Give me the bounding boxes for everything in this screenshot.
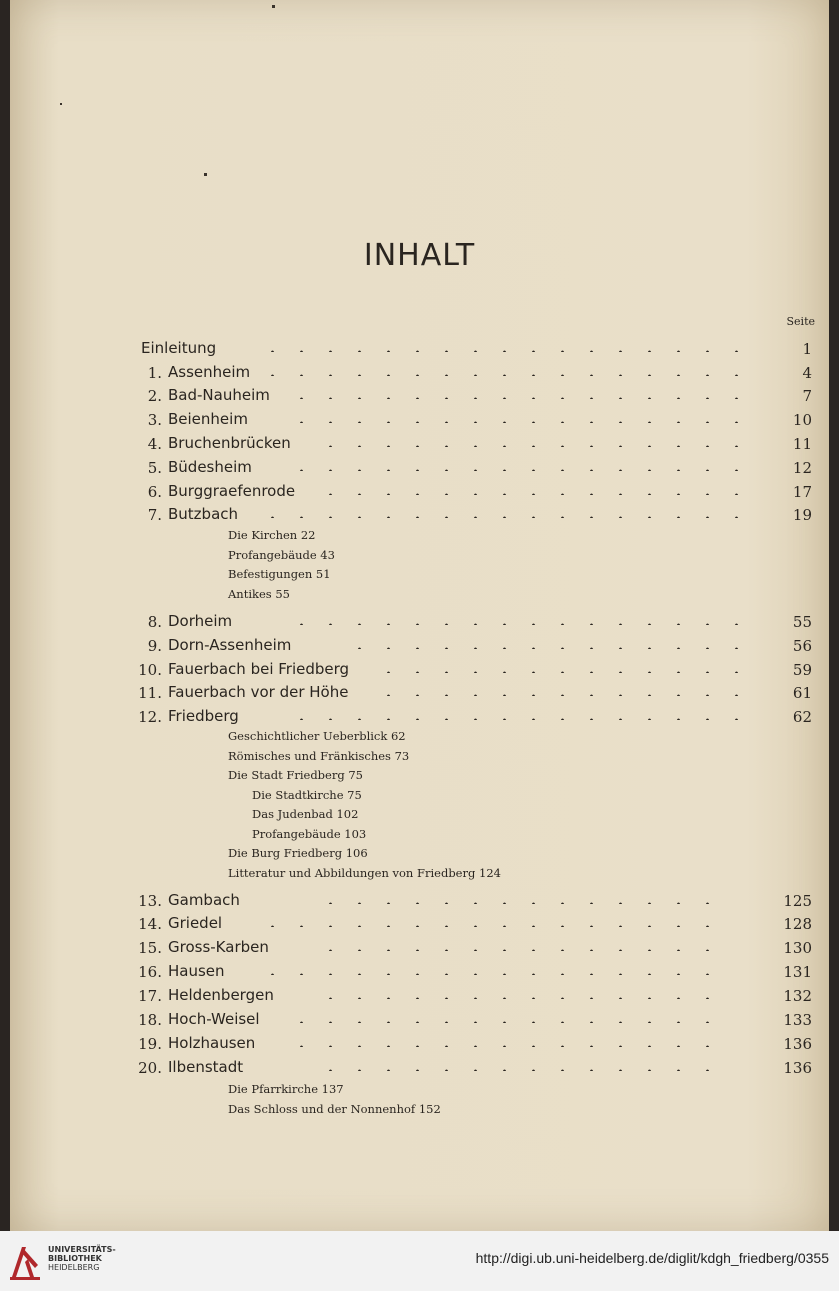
entry-number: 2.	[147, 387, 162, 405]
entry-page: 62	[792, 708, 812, 726]
toc-entry	[0, 456, 839, 478]
dot-leader	[258, 508, 748, 518]
toc-entry	[0, 705, 839, 727]
toc-entry	[0, 337, 839, 359]
entry-name: Gross-Karben	[168, 938, 269, 956]
entry-number: 7.	[147, 506, 162, 524]
toc-entry	[0, 912, 839, 934]
entry-page: 12	[792, 459, 812, 477]
entry-name: Friedberg	[168, 707, 239, 725]
entry-page: 125	[783, 892, 812, 910]
dot-leader	[258, 917, 726, 927]
dot-leader	[345, 639, 748, 649]
entry-page: 133	[783, 1011, 812, 1029]
dot-leader	[287, 1037, 726, 1047]
entry-number: 16.	[138, 963, 162, 981]
entry-page: 1	[802, 340, 812, 358]
entry-number: 20.	[138, 1059, 162, 1077]
entry-number: 3.	[147, 411, 162, 429]
toc-entry	[0, 432, 839, 454]
entry-name: Fauerbach bei Friedberg	[168, 660, 350, 678]
dot-leader	[287, 413, 748, 423]
toc-entry	[0, 984, 839, 1006]
dot-leader	[258, 965, 726, 975]
toc-entry	[0, 1008, 839, 1030]
source-url-link[interactable]: http://digi.ub.uni-heidelberg.de/diglit/kdgh_friedberg/0355	[475, 1250, 829, 1266]
entry-number: 1.	[147, 364, 162, 382]
entry-page: 136	[783, 1035, 812, 1053]
entry-page: 19	[792, 506, 812, 524]
entry-page: 61	[792, 684, 812, 702]
toc-entry	[0, 1032, 839, 1054]
entry-page: 7	[802, 387, 812, 405]
dot-leader	[374, 663, 748, 673]
dot-leader	[316, 1061, 726, 1071]
toc-subentry: Profangebäude 43	[228, 548, 335, 562]
entry-name: Burggraefenrode	[168, 482, 296, 500]
toc-subentry: Geschichtlicher Ueberblick 62	[228, 729, 406, 743]
dot-leader	[316, 485, 748, 495]
entry-number: 8.	[147, 613, 162, 631]
entry-page: 56	[792, 637, 812, 655]
dot-leader	[374, 686, 748, 696]
page-title: INHALT	[363, 238, 476, 273]
library-name-line: UNIVERSITÄTS-	[48, 1245, 116, 1254]
entry-number: 14.	[138, 915, 162, 933]
entry-page: 4	[802, 364, 812, 382]
dot-leader	[287, 389, 748, 399]
toc-subentry: Antikes 55	[228, 587, 290, 601]
entry-name: Gambach	[168, 891, 240, 909]
entry-name: Holzhausen	[168, 1034, 256, 1052]
dot-leader	[316, 437, 748, 447]
page-column-header: Seite	[786, 315, 815, 328]
toc-entry	[0, 681, 839, 703]
entry-name: Einleitung	[141, 339, 217, 357]
entry-page: 59	[792, 661, 812, 679]
library-logo-icon	[8, 1241, 42, 1281]
toc-entry	[0, 960, 839, 982]
toc-entry	[0, 361, 839, 383]
entry-page: 55	[792, 613, 812, 631]
entry-number: 5.	[147, 459, 162, 477]
entry-name: Büdesheim	[168, 458, 252, 476]
entry-name: Bad-Nauheim	[168, 386, 270, 404]
toc-subentry: Die Stadtkirche 75	[252, 788, 362, 802]
toc-subentry: Die Kirchen 22	[228, 528, 316, 542]
toc-entry	[0, 503, 839, 525]
dot-leader	[316, 941, 726, 951]
toc-subentry: Befestigungen 51	[228, 567, 331, 581]
dot-leader	[258, 342, 748, 352]
entry-number: 9.	[147, 637, 162, 655]
entry-number: 4.	[147, 435, 162, 453]
toc-entry	[0, 889, 839, 911]
entry-number: 12.	[138, 708, 162, 726]
dot-leader	[287, 1013, 726, 1023]
toc-entry	[0, 634, 839, 656]
entry-name: Beienheim	[168, 410, 248, 428]
entry-name: Butzbach	[168, 505, 239, 523]
entry-number: 11.	[138, 684, 162, 702]
toc-subentry: Profangebäude 103	[252, 827, 367, 841]
entry-number: 6.	[147, 483, 162, 501]
entry-number: 13.	[138, 892, 162, 910]
entry-page: 128	[783, 915, 812, 933]
entry-page: 10	[792, 411, 812, 429]
entry-name: Ilbenstadt	[168, 1058, 244, 1076]
entry-name: Griedel	[168, 914, 223, 932]
toc-entry	[0, 480, 839, 502]
entry-number: 18.	[138, 1011, 162, 1029]
toc-entry	[0, 936, 839, 958]
toc-subentry: Litteratur und Abbildungen von Friedberg 124	[228, 866, 501, 880]
toc-subentry: Das Judenbad 102	[252, 807, 359, 821]
toc-entry	[0, 610, 839, 632]
dot-leader	[287, 461, 748, 471]
entry-number: 15.	[138, 939, 162, 957]
entry-page: 11	[792, 435, 812, 453]
toc-subentry: Die Pfarrkirche 137	[228, 1082, 344, 1096]
toc-subentry: Römisches und Fränkisches 73	[228, 749, 410, 763]
toc-entry	[0, 658, 839, 680]
toc-entry	[0, 384, 839, 406]
dot-leader	[258, 366, 748, 376]
dot-leader	[316, 989, 726, 999]
entry-name: Assenheim	[168, 363, 251, 381]
entry-page: 136	[783, 1059, 812, 1077]
entry-page: 132	[783, 987, 812, 1005]
dot-leader	[316, 894, 726, 904]
entry-page: 17	[792, 483, 812, 501]
entry-number: 19.	[138, 1035, 162, 1053]
entry-name: Dorheim	[168, 612, 233, 630]
library-name	[48, 1245, 116, 1272]
dot-leader	[287, 710, 748, 720]
entry-page: 131	[783, 963, 812, 981]
viewer-footer	[0, 1231, 839, 1291]
entry-name: Bruchenbrücken	[168, 434, 291, 452]
entry-page: 130	[783, 939, 812, 957]
entry-number: 17.	[138, 987, 162, 1005]
toc-subentry: Die Burg Friedberg 106	[228, 846, 368, 860]
toc-subentry: Das Schloss und der Nonnenhof 152	[228, 1102, 441, 1116]
entry-number: 10.	[138, 661, 162, 679]
toc-entry	[0, 408, 839, 430]
toc-subentry: Die Stadt Friedberg 75	[228, 768, 363, 782]
toc-entry	[0, 1056, 839, 1078]
entry-name: Fauerbach vor der Höhe	[168, 683, 349, 701]
entry-name: Hausen	[168, 962, 225, 980]
library-name-line: BIBLIOTHEK	[48, 1254, 102, 1263]
entry-name: Hoch-Weisel	[168, 1010, 260, 1028]
entry-name: Dorn-Assenheim	[168, 636, 292, 654]
entry-name: Heldenbergen	[168, 986, 274, 1004]
library-name-line: HEIDELBERG	[48, 1263, 100, 1272]
dot-leader	[287, 615, 748, 625]
